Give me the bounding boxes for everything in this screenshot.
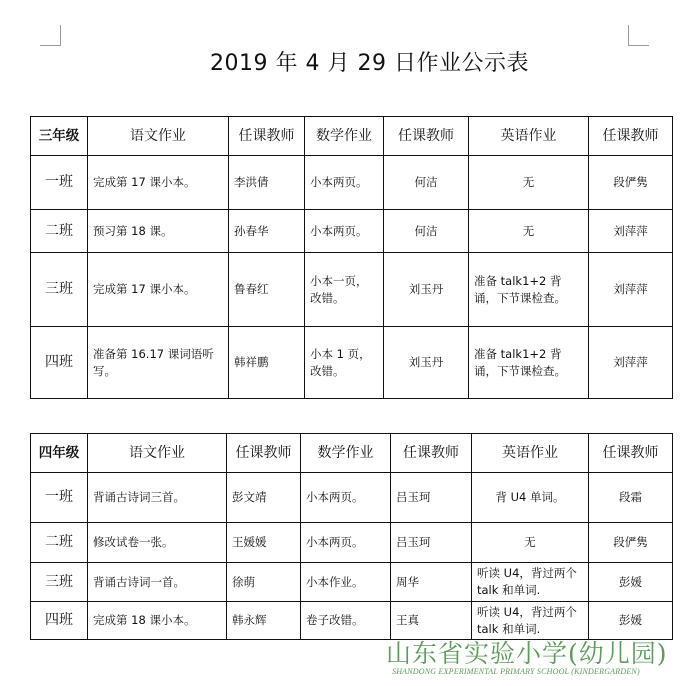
header-teacher: 任课教师 xyxy=(589,434,673,473)
header-teacher: 任课教师 xyxy=(589,117,673,156)
class-label: 四班 xyxy=(31,602,88,640)
class-label: 一班 xyxy=(31,473,88,523)
math-homework: 小本两页。 xyxy=(305,156,384,210)
chinese-homework: 完成第 17 课小本。 xyxy=(88,253,229,327)
chinese-teacher: 韩祥鹏 xyxy=(229,327,305,399)
math-homework: 卷子改错。 xyxy=(301,602,391,640)
header-english: 英语作业 xyxy=(472,434,589,473)
chinese-homework: 预习第 18 课。 xyxy=(88,210,229,253)
header-teacher: 任课教师 xyxy=(229,117,305,156)
header-math: 数学作业 xyxy=(305,117,384,156)
math-teacher: 刘玉丹 xyxy=(384,327,469,399)
watermark-english-name: SHANDONG EXPERIMENTAL PRIMARY SCHOOL (KINDERGARDEN) xyxy=(392,667,640,676)
english-homework: 无 xyxy=(472,523,589,563)
table-row xyxy=(31,253,673,327)
grade-label: 四年级 xyxy=(31,434,88,473)
chinese-homework: 完成第 17 课小本。 xyxy=(88,156,229,210)
chinese-homework: 准备第 16.17 课词语听写。 xyxy=(88,327,229,399)
english-teacher: 段俨隽 xyxy=(589,523,673,563)
english-teacher: 彭媛 xyxy=(589,602,673,640)
chinese-homework: 修改试卷一张。 xyxy=(88,523,227,563)
math-homework: 小本一页，改错。 xyxy=(305,253,384,327)
header-math: 数学作业 xyxy=(301,434,391,473)
english-homework: 准备 talk1+2 背诵，下节课检查。 xyxy=(469,253,589,327)
school-watermark xyxy=(386,640,686,676)
math-teacher: 刘玉丹 xyxy=(384,253,469,327)
english-teacher: 刘萍萍 xyxy=(589,210,673,253)
class-label: 一班 xyxy=(31,156,88,210)
class-label: 三班 xyxy=(31,253,88,327)
chinese-homework: 背诵古诗词三首。 xyxy=(88,473,227,523)
grade4-homework-table xyxy=(30,433,673,640)
table-row xyxy=(31,602,673,640)
table-row xyxy=(31,156,673,210)
chinese-teacher: 孙春华 xyxy=(229,210,305,253)
table-header-row xyxy=(31,117,673,156)
math-homework: 小本两页。 xyxy=(301,523,391,563)
header-teacher: 任课教师 xyxy=(227,434,301,473)
table-row xyxy=(31,473,673,523)
crop-mark-top-left xyxy=(40,25,61,46)
page-title: 2019 年 4 月 29 日作业公示表 xyxy=(210,51,529,76)
math-homework: 小本 1 页，改错。 xyxy=(305,327,384,399)
english-teacher: 刘萍萍 xyxy=(589,253,673,327)
watermark-chinese-name: 山东省实验小学(幼儿园) xyxy=(386,639,668,668)
math-homework: 小本两页。 xyxy=(301,473,391,523)
crop-mark-top-right xyxy=(628,25,649,46)
english-teacher: 段霜 xyxy=(589,473,673,523)
class-label: 三班 xyxy=(31,563,88,602)
english-teacher: 彭媛 xyxy=(589,563,673,602)
english-teacher: 段俨隽 xyxy=(589,156,673,210)
table-row xyxy=(31,327,673,399)
chinese-teacher: 彭文靖 xyxy=(227,473,301,523)
math-homework: 小本作业。 xyxy=(301,563,391,602)
header-teacher: 任课教师 xyxy=(391,434,472,473)
chinese-teacher: 李洪倩 xyxy=(229,156,305,210)
chinese-homework: 背诵古诗词一首。 xyxy=(88,563,227,602)
math-teacher: 周华 xyxy=(391,563,472,602)
chinese-teacher: 鲁春红 xyxy=(229,253,305,327)
math-teacher: 何洁 xyxy=(384,210,469,253)
table-row xyxy=(31,523,673,563)
header-teacher: 任课教师 xyxy=(384,117,469,156)
english-homework: 准备 talk1+2 背诵，下节课检查。 xyxy=(469,327,589,399)
chinese-teacher: 韩永辉 xyxy=(227,602,301,640)
chinese-teacher: 徐萌 xyxy=(227,563,301,602)
math-teacher: 王真 xyxy=(391,602,472,640)
english-homework: 无 xyxy=(469,156,589,210)
english-teacher: 刘萍萍 xyxy=(589,327,673,399)
english-homework: 无 xyxy=(469,210,589,253)
english-homework: 背 U4 单词。 xyxy=(472,473,589,523)
math-teacher: 吕玉珂 xyxy=(391,523,472,563)
class-label: 四班 xyxy=(31,327,88,399)
math-teacher: 吕玉珂 xyxy=(391,473,472,523)
chinese-homework: 完成第 18 课小本。 xyxy=(88,602,227,640)
table-header-row xyxy=(31,434,673,473)
english-homework: 听读 U4，背过两个 talk 和单词. xyxy=(472,563,589,602)
header-chinese: 语文作业 xyxy=(88,117,229,156)
grade3-homework-table xyxy=(30,116,673,399)
class-label: 二班 xyxy=(31,210,88,253)
header-english: 英语作业 xyxy=(469,117,589,156)
english-homework: 听读 U4，背过两个 talk 和单词. xyxy=(472,602,589,640)
table-row xyxy=(31,210,673,253)
header-chinese: 语文作业 xyxy=(88,434,227,473)
math-teacher: 何洁 xyxy=(384,156,469,210)
grade-label: 三年级 xyxy=(31,117,88,156)
class-label: 二班 xyxy=(31,523,88,563)
chinese-teacher: 王媛媛 xyxy=(227,523,301,563)
table-row xyxy=(31,563,673,602)
math-homework: 小本两页。 xyxy=(305,210,384,253)
